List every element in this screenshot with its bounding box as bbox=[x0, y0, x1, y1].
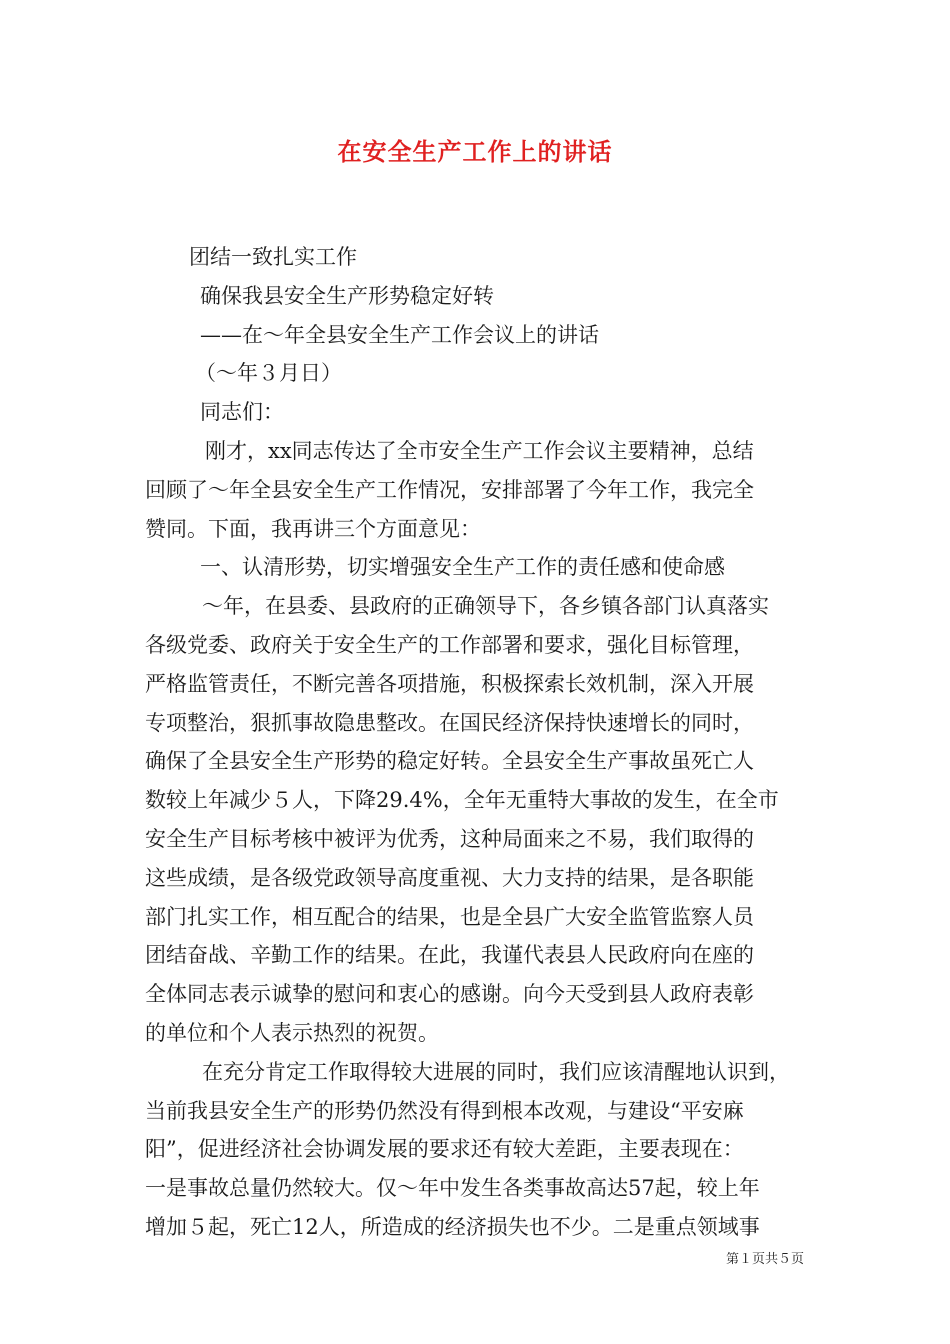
paragraph-line: 确保了全县安全生产形势的稳定好转。全县安全生产事故虽死亡人 bbox=[145, 749, 754, 774]
paragraph-line: 的单位和个人表示热烈的祝贺。 bbox=[145, 1020, 439, 1045]
date-line: （～年３月日） bbox=[195, 361, 342, 386]
heading-line: 团结一致扎实工作 bbox=[189, 245, 357, 269]
paragraph-line: 增加５起，死亡12人，所造成的经济损失也不少。二是重点领域事 bbox=[145, 1214, 760, 1239]
paragraph-line: 严格监管责任，不断完善各项措施，积极探索长效机制，深入开展 bbox=[145, 671, 754, 696]
page-number-footer: 第１页共５页 bbox=[725, 1252, 804, 1267]
paragraph-line: 刚才，xx同志传达了全市安全生产工作会议主要精神，总结 bbox=[205, 438, 754, 463]
heading-line: ——在～年全县安全生产工作会议上的讲话 bbox=[200, 322, 599, 347]
paragraph-line: 安全生产目标考核中被评为优秀，这种局面来之不易，我们取得的 bbox=[145, 826, 754, 851]
paragraph-line: 专项整治，狠抓事故隐患整改。在国民经济保持快速增长的同时， bbox=[145, 710, 754, 735]
paragraph-line: 一是事故总量仍然较大。仅～年中发生各类事故高达57起，较上年 bbox=[145, 1176, 760, 1201]
paragraph-line: 在充分肯定工作取得较大进展的同时，我们应该清醒地认识到， bbox=[202, 1059, 790, 1084]
paragraph-line: 数较上年减少５人，下降29.4%，全年无重特大事故的发生，在全市 bbox=[145, 788, 779, 813]
paragraph-line: 团结奋战、辛勤工作的结果。在此，我谨代表县人民政府向在座的 bbox=[145, 943, 754, 968]
paragraph-line: 当前我县安全生产的形势仍然没有得到根本改观，与建设“平安麻 bbox=[145, 1098, 744, 1123]
section-heading: 一、认清形势，切实增强安全生产工作的责任感和使命感 bbox=[200, 555, 725, 580]
paragraph-line: 赞同。下面，我再讲三个方面意见： bbox=[145, 516, 481, 541]
paragraph-line: 阳”，促进经济社会协调发展的要求还有较大差距，主要表现在： bbox=[145, 1137, 744, 1162]
heading-line: 确保我县安全生产形势稳定好转 bbox=[200, 283, 494, 308]
salutation-line: 同志们： bbox=[200, 400, 284, 425]
paragraph-line: ～年，在县委、县政府的正确领导下，各乡镇各部门认真落实 bbox=[202, 594, 769, 619]
paragraph-line: 各级党委、政府关于安全生产的工作部署和要求，强化目标管理， bbox=[145, 632, 754, 657]
paragraph-line: 部门扎实工作，相互配合的结果，也是全县广大安全监管监察人员 bbox=[145, 904, 754, 929]
document-body bbox=[145, 238, 810, 1247]
paragraph-line: 回顾了～年全县安全生产工作情况，安排部署了今年工作，我完全 bbox=[145, 477, 754, 502]
paragraph-line: 全体同志表示诚挚的慰问和衷心的感谢。向今天受到县人政府表彰 bbox=[145, 982, 754, 1007]
document-title: 在安全生产工作上的讲话 bbox=[337, 137, 613, 166]
paragraph-line: 这些成绩，是各级党政领导高度重视、大力支持的结果，是各职能 bbox=[145, 865, 754, 890]
